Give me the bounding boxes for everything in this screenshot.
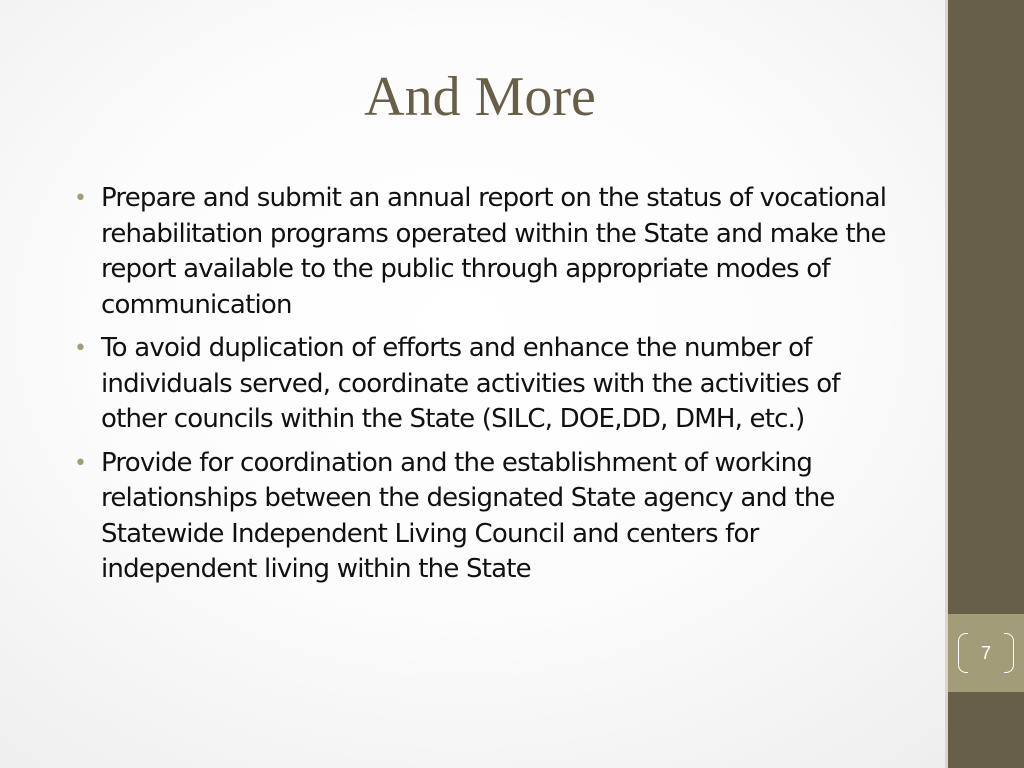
right-brace-icon xyxy=(1004,633,1014,673)
bullet-icon: • xyxy=(74,186,87,211)
bullet-item-annual-report xyxy=(74,181,910,323)
bullet-text: To avoid duplication of efforts and enhance the number of individuals served, coordinate activities with the activities of other councils within the State (SILC, DOE,DD, DMH, etc.) xyxy=(101,333,840,434)
bullet-list xyxy=(74,181,910,596)
slide-title: And More xyxy=(364,66,596,128)
bullet-item-coordinate-activities xyxy=(74,331,910,438)
bullet-item-working-relationships xyxy=(74,446,910,588)
page-number: 7 xyxy=(980,643,991,663)
bullet-icon: • xyxy=(74,336,87,361)
bullet-text: Provide for coordination and the establishment of working relationships between the designated State agency and the Statewide Independent Living Council and centers for independent living within the State xyxy=(101,447,835,584)
bullet-text: Prepare and submit an annual report on the status of vocational rehabilitation programs operated within the State and make the report available to the public through appropriate modes of communication xyxy=(101,183,887,320)
bullet-icon: • xyxy=(74,450,87,476)
page-number-box xyxy=(948,614,1024,692)
